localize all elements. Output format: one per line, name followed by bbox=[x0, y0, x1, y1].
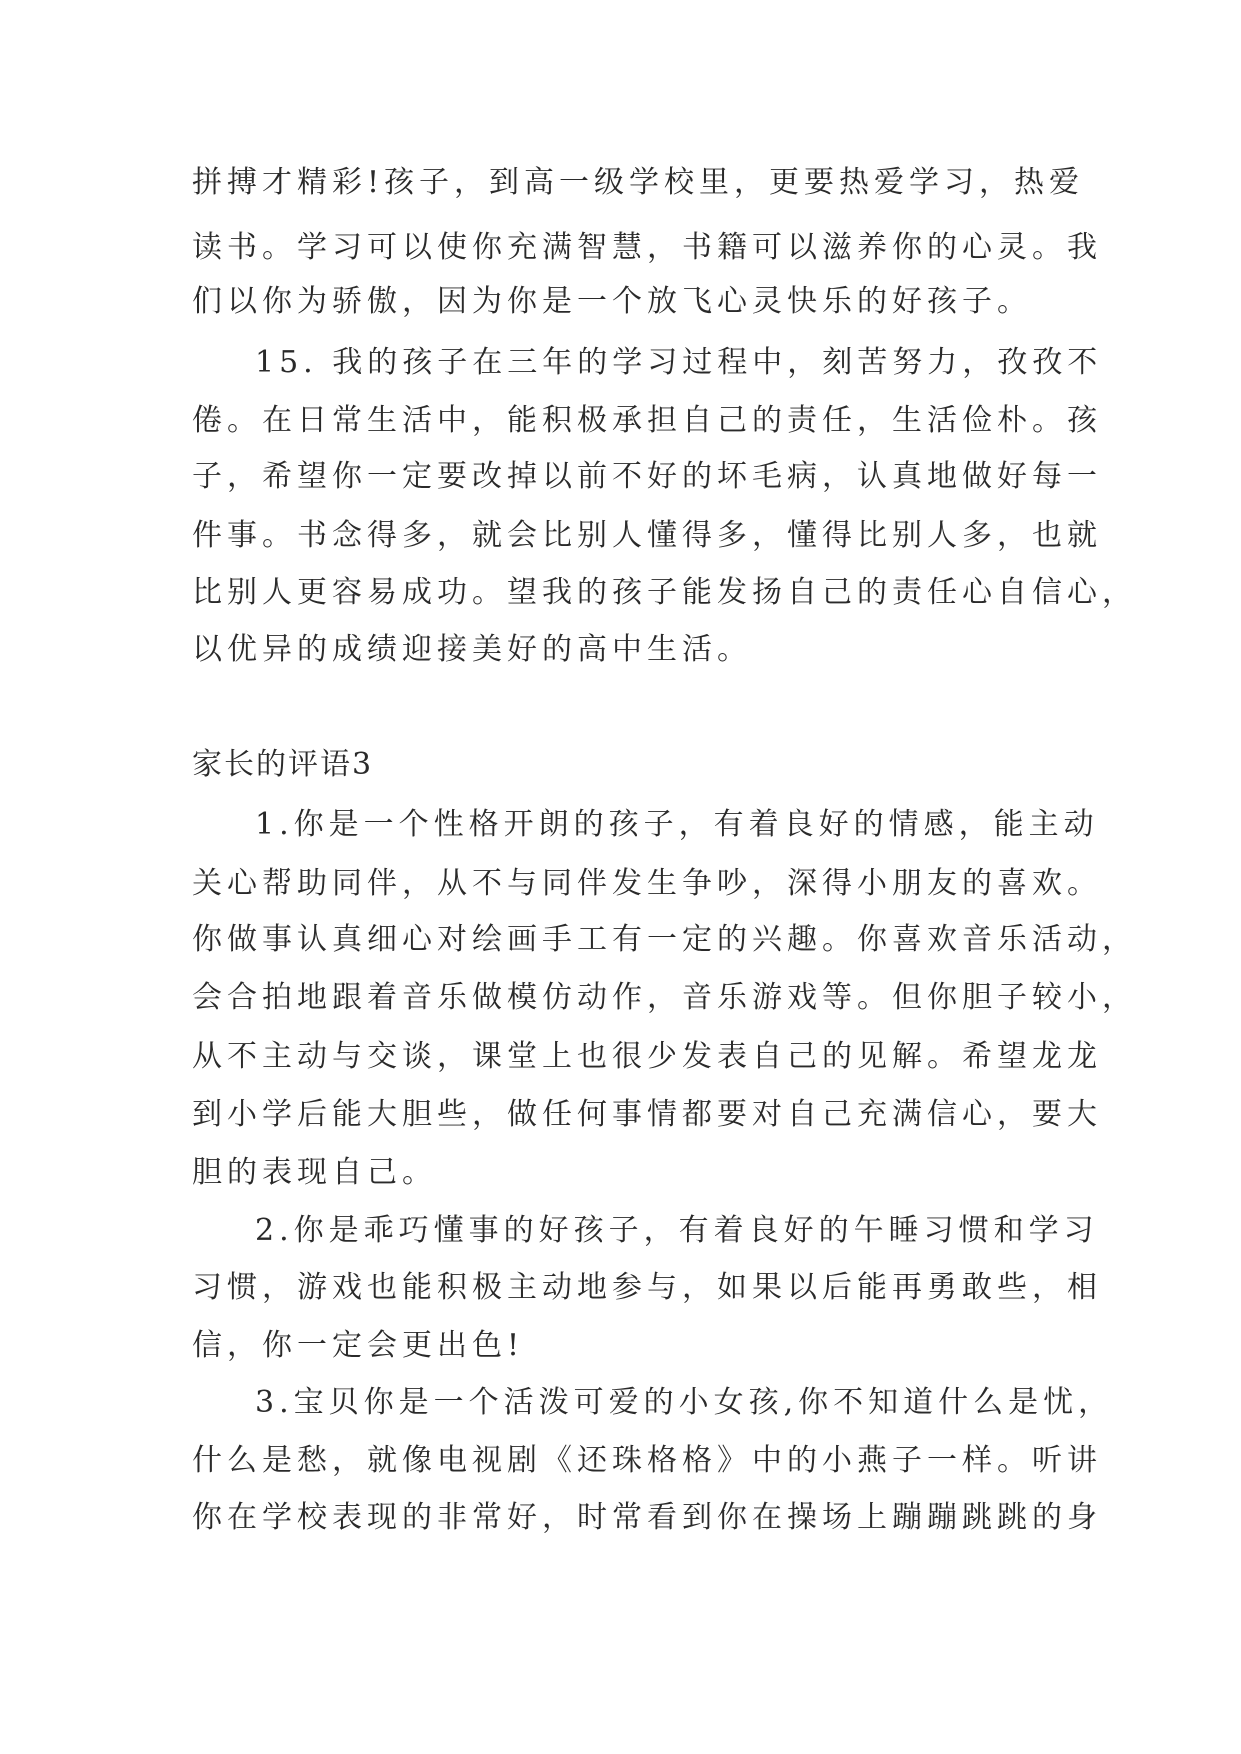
paragraph-line: 15. 我的孩子在三年的学习过程中，刻苦努力，孜孜不 bbox=[255, 345, 1103, 380]
paragraph-line: 从不主动与交谈，课堂上也很少发表自己的见解。希望龙龙 bbox=[192, 1039, 1102, 1074]
paragraph-line: 什么是愁，就像电视剧《还珠格格》中的小燕子一样。听讲 bbox=[192, 1443, 1102, 1478]
paragraph-line: 件事。书念得多，就会比别人懂得多，懂得比别人多，也就 bbox=[192, 518, 1102, 553]
paragraph-line: 会合拍地跟着音乐做模仿动作，音乐游戏等。但你胆子较小， bbox=[192, 980, 1137, 1015]
paragraph-line: 以优异的成绩迎接美好的高中生活。 bbox=[192, 632, 752, 667]
paragraph-line: 到小学后能大胆些，做任何事情都要对自己充满信心，要大 bbox=[192, 1097, 1102, 1132]
paragraph-line: 们以你为骄傲，因为你是一个放飞心灵快乐的好孩子。 bbox=[192, 284, 1032, 319]
paragraph-line: 你做事认真细心对绘画手工有一定的兴趣。你喜欢音乐活动， bbox=[192, 922, 1137, 957]
section-heading: 家长的评语3 bbox=[192, 747, 374, 782]
paragraph-line: 习惯，游戏也能积极主动地参与，如果以后能再勇敢些，相 bbox=[192, 1270, 1102, 1305]
paragraph-line: 子，希望你一定要改掉以前不好的坏毛病，认真地做好每一 bbox=[192, 459, 1102, 494]
paragraph-line: 比别人更容易成功。望我的孩子能发扬自己的责任心自信心， bbox=[192, 575, 1137, 610]
paragraph-line: 你在学校表现的非常好，时常看到你在操场上蹦蹦跳跳的身 bbox=[192, 1500, 1102, 1535]
paragraph-line: 关心帮助同伴，从不与同伴发生争吵，深得小朋友的喜欢。 bbox=[192, 866, 1102, 901]
paragraph-line: 倦。在日常生活中，能积极承担自己的责任，生活俭朴。孩 bbox=[192, 403, 1102, 438]
paragraph-line: 3.宝贝你是一个活泼可爱的小女孩,你不知道什么是忧， bbox=[255, 1385, 1114, 1420]
paragraph-line: 2.你是乖巧懂事的好孩子，有着良好的午睡习惯和学习 bbox=[255, 1213, 1099, 1248]
paragraph-line: 胆的表现自己。 bbox=[192, 1155, 437, 1190]
paragraph-line: 读书。学习可以使你充满智慧，书籍可以滋养你的心灵。我 bbox=[192, 230, 1102, 265]
paragraph-line: 拼搏才精彩!孩子，到高一级学校里，更要热爱学习，热爱 bbox=[192, 165, 1085, 200]
paragraph-line: 信，你一定会更出色! bbox=[192, 1328, 525, 1363]
paragraph-line: 1.你是一个性格开朗的孩子，有着良好的情感，能主动 bbox=[255, 807, 1099, 842]
